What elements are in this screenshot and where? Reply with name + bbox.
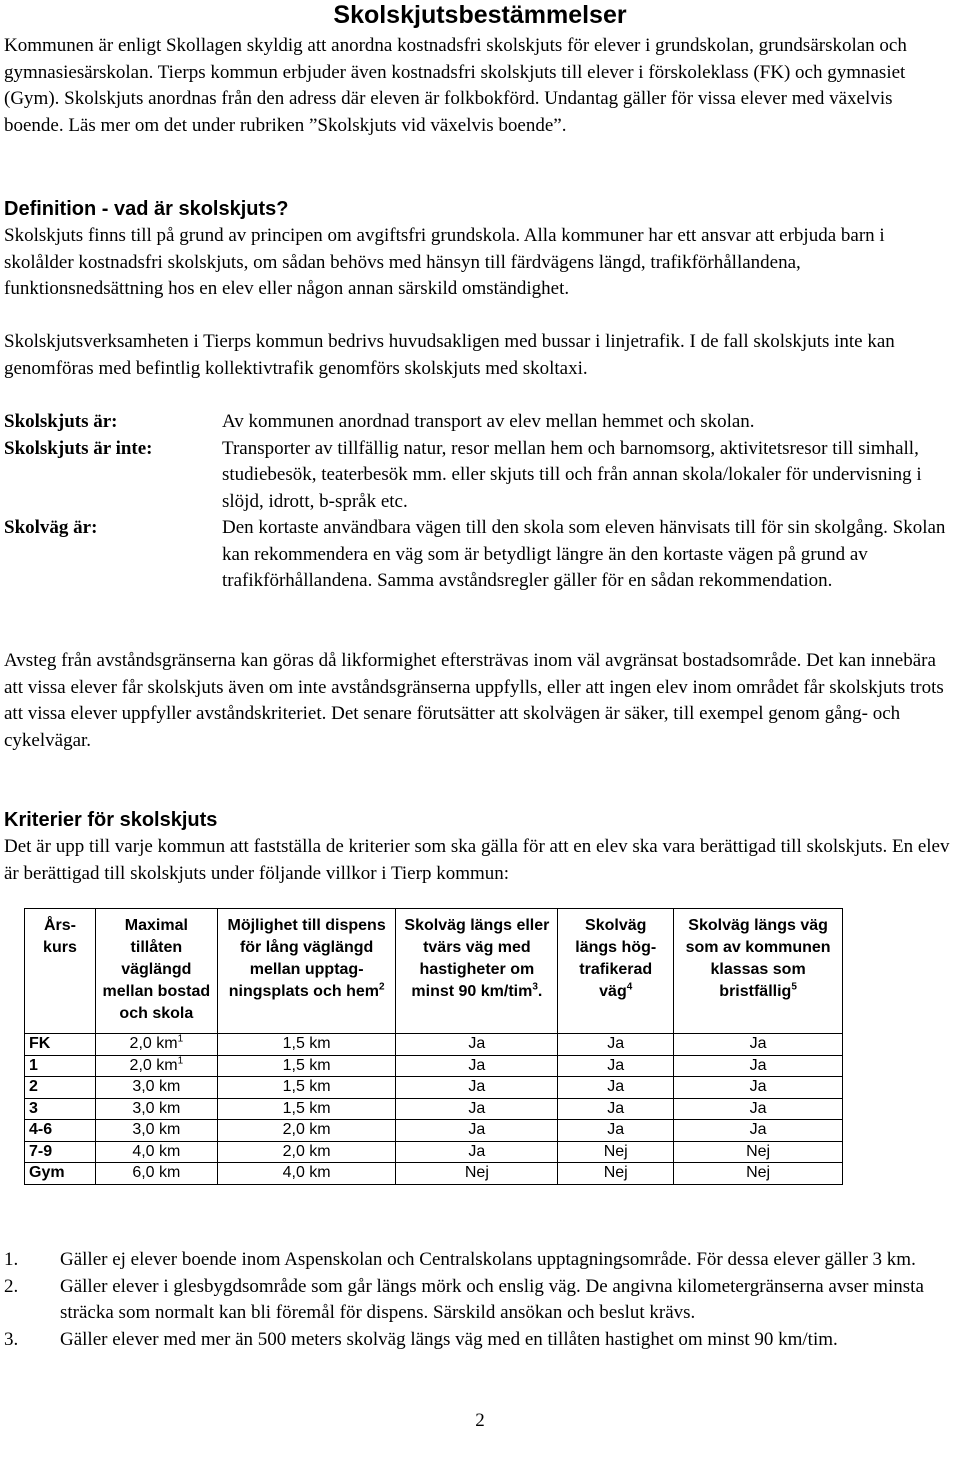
definition-list [4, 409, 954, 595]
table-row [25, 1055, 843, 1077]
table-row [25, 1141, 843, 1163]
definition-description: Transporter av tillfällig natur, resor mellan hem och barnomsorg, aktivitetsresor till simhall, studiebesök, teaterbesök mm. eller skjuts till och från annan skola/lokaler för undervisning i slöjd, idrott, b-språk etc. [222, 437, 922, 512]
definition-term: Skolskjuts är inte: [4, 437, 153, 459]
cell-speed-90: Ja [396, 1034, 558, 1056]
definition-term: Skolväg är: [4, 517, 98, 538]
cell-speed-90: Nej [396, 1163, 558, 1185]
cell-speed-90: Ja [396, 1098, 558, 1120]
cell-inadequate-road: Ja [674, 1034, 843, 1056]
header-inadequate-road: Skolväg längs väg som av kommunen klassas som bristfällig$^5$ [674, 909, 843, 1034]
footnotes [4, 1247, 954, 1353]
table-row [25, 1120, 843, 1142]
header-max-length: Maximal tillåten väglängd mellan bostad och skola [95, 909, 217, 1034]
cell-inadequate-road: Ja [674, 1120, 843, 1142]
criteria-intro: Det är upp till varje kommun att fastställa de kriterier som ska gälla för att en elev ska vara berättigad till skolskjuts. En elev är berättigad till skolskjuts under följande villkor i Tierp kommun: [4, 836, 950, 884]
cell-max-length: 3,0 km [95, 1077, 217, 1099]
cell-grade: 2 [25, 1077, 96, 1099]
footnote [4, 1247, 954, 1274]
cell-grade: 1 [25, 1055, 96, 1077]
cell-high-traffic: Ja [558, 1098, 674, 1120]
cell-grade: 7-9 [25, 1141, 96, 1163]
cell-speed-90: Ja [396, 1055, 558, 1077]
footnote-number: 3. [4, 1328, 19, 1350]
cell-dispens: 1,5 km [217, 1077, 396, 1099]
definition-paragraph-3: Avsteg från avståndsgränserna kan göras då likformighet eftersträvas inom väl avgränsat bostadsområde. Det kan innebära att vissa elever får skolskjuts även om inte avståndsgränserna uppfylls, eller att ingen elev inom området får skolskjuts trots att vissa elever uppfyller avståndskriteriet. Det senare förutsätter att skolvägen är säker, till exempel genom gång- och cykelvägar. [4, 650, 944, 751]
cell-dispens: 2,0 km [217, 1120, 396, 1142]
header-high-traffic: Skolväg längs hög-trafikerad väg$^4$ [558, 909, 674, 1034]
cell-max-length: 3,0 km [95, 1120, 217, 1142]
cell-inadequate-road: Nej [674, 1163, 843, 1185]
cell-high-traffic: Ja [558, 1077, 674, 1099]
footnote [4, 1274, 954, 1327]
footnote-number: 2. [4, 1275, 19, 1297]
cell-dispens: 1,5 km [217, 1098, 396, 1120]
page-title: Skolskjutsbestämmelser [333, 1, 627, 29]
cell-dispens: 1,5 km [217, 1034, 396, 1056]
cell-grade: Gym [25, 1163, 96, 1185]
cell-speed-90: Ja [396, 1141, 558, 1163]
table-row [25, 1077, 843, 1099]
cell-dispens: 1,5 km [217, 1055, 396, 1077]
cell-high-traffic: Nej [558, 1163, 674, 1185]
cell-max-length: 6,0 km [95, 1163, 217, 1185]
cell-high-traffic: Ja [558, 1120, 674, 1142]
cell-grade: FK [25, 1034, 96, 1056]
footnote-text: Gäller elever med mer än 500 meters skolväg längs väg med en tillåten hastighet om minst 90 km/tim. [60, 1328, 838, 1350]
cell-grade: 3 [25, 1098, 96, 1120]
criteria-heading: Kriterier för skolskjuts [4, 809, 218, 831]
cell-speed-90: Ja [396, 1077, 558, 1099]
cell-high-traffic: Nej [558, 1141, 674, 1163]
footnote-text: Gäller ej elever boende inom Aspenskolan och Centralskolans upptagningsområde. För dessa elever gäller 3 km. [60, 1249, 916, 1270]
cell-dispens: 4,0 km [217, 1163, 396, 1185]
definition-description: Av kommunen anordnad transport av elev mellan hemmet och skolan. [222, 411, 755, 432]
definition-heading: Definition - vad är skolskjuts? [4, 198, 289, 220]
cell-dispens: 2,0 km [217, 1141, 396, 1163]
cell-inadequate-road: Ja [674, 1098, 843, 1120]
header-speed-90: Skolväg längs eller tvärs väg med hastigheter om minst 90 km/tim$^3$. [396, 909, 558, 1034]
page-number: 2 [475, 1410, 485, 1431]
definition-term: Skolskjuts är: [4, 411, 118, 432]
definition-item [4, 436, 954, 516]
definition-item [4, 515, 954, 595]
cell-inadequate-road: Ja [674, 1055, 843, 1077]
intro-paragraph: Kommunen är enligt Skollagen skyldig att anordna kostnadsfri skolskjuts för elever i grundskolan, grundsärskolan och gymnasiesärskolan. Tierps kommun erbjuder även kostnadsfri skolskjuts till elever i förskoleklass (FK) och gymnasiet (Gym). Skolskjuts anordnas från den adress där eleven är folkbokförd. Undantag gäller för vissa elever med växelvis boende. Läs mer om det under rubriken ”Skolskjuts vid växelvis boende”. [4, 35, 907, 136]
criteria-header-row [25, 909, 843, 1034]
definition-description: Den kortaste användbara vägen till den skola som eleven hänvisats till för sin skolgång. Skolan kan rekommendera en väg som är betydligt längre än den kortaste vägen på grund av trafikförhållandena. Samma avståndsregler gäller för en sådan rekommendation. [222, 517, 946, 591]
definition-item [4, 409, 954, 436]
table-row [25, 1034, 843, 1056]
header-arskurs: Års-kurs [25, 909, 96, 1034]
cell-max-length: 3,0 km [95, 1098, 217, 1120]
footnote-text: Gäller elever i glesbygdsområde som går längs mörk och enslig väg. De angivna kilometergränserna avser minsta sträcka som normalt kan bli föremål för dispens. Särskild ansökan och beslut krävs. [60, 1275, 924, 1323]
definition-paragraph-1: Skolskjuts finns till på grund av principen om avgiftsfri grundskola. Alla kommuner har ett ansvar att erbjuda barn i skolålder kostnadsfri skolskjuts, om sådan behövs med hänsyn till färdvägens längd, trafikförhållandena, funktionsnedsättning hos en elev eller någon annan särskild omständighet. [4, 225, 885, 299]
cell-max-length: 4,0 km [95, 1141, 217, 1163]
cell-max-length: 2,0 $km^1$ [95, 1055, 217, 1077]
table-row [25, 1163, 843, 1185]
cell-grade: 4-6 [25, 1120, 96, 1142]
table-row [25, 1098, 843, 1120]
definition-paragraph-2: Skolskjutsverksamheten i Tierps kommun bedrivs huvudsakligen med bussar i linjetrafik. I de fall skolskjuts inte kan genomföras med befintlig kollektivtrafik genomförs skolskjuts med skoltaxi. [4, 331, 895, 379]
cell-max-length: 2,0 $km^1$ [95, 1034, 217, 1056]
footnote [4, 1327, 954, 1354]
cell-high-traffic: Ja [558, 1034, 674, 1056]
cell-inadequate-road: Ja [674, 1077, 843, 1099]
criteria-table [24, 908, 843, 1185]
header-dispens: Möjlighet till dispens för lång väglängd mellan upptag-ningsplats och hem$^2$ [217, 909, 396, 1034]
cell-high-traffic: Ja [558, 1055, 674, 1077]
cell-inadequate-road: Nej [674, 1141, 843, 1163]
cell-speed-90: Ja [396, 1120, 558, 1142]
footnote-number: 1. [4, 1249, 19, 1270]
